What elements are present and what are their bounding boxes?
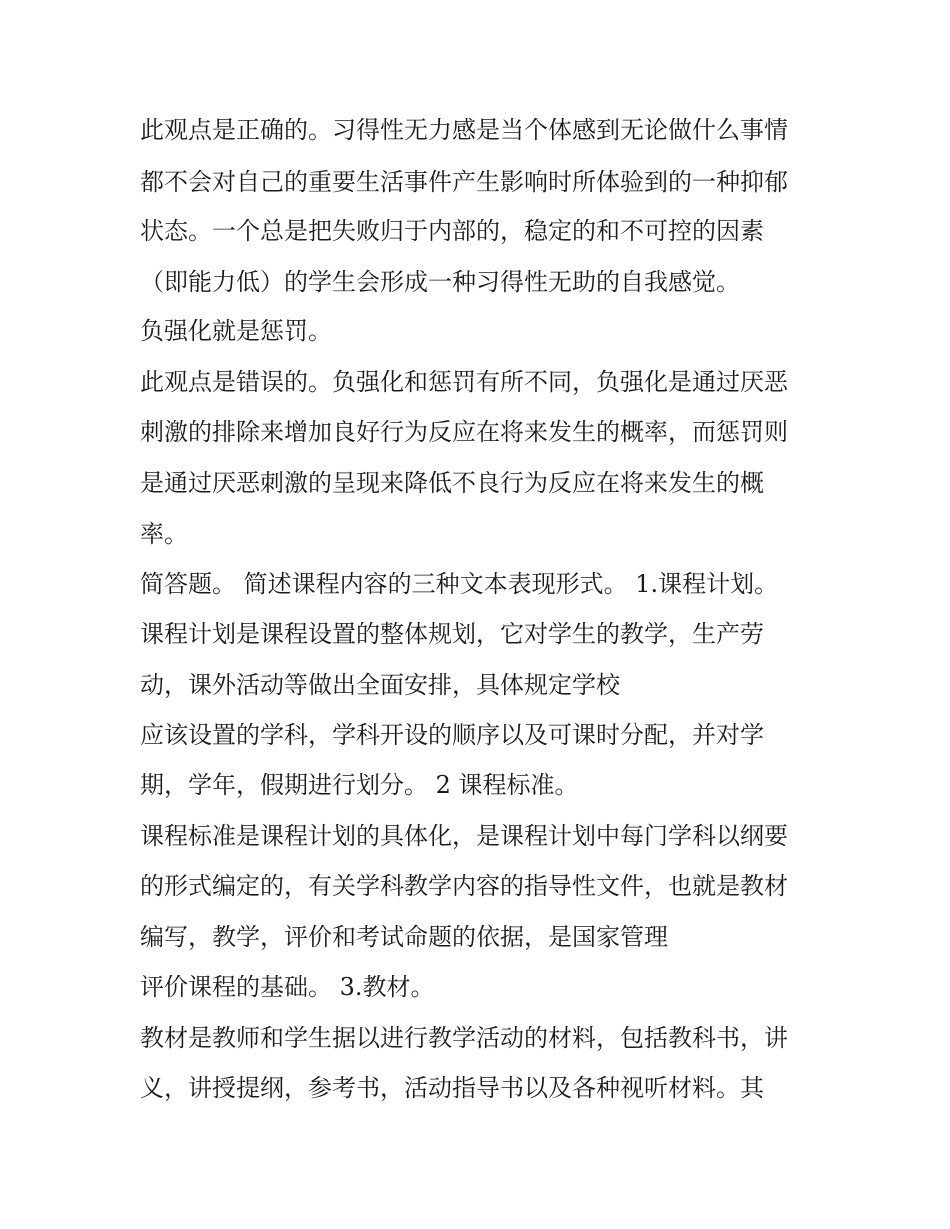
text-line: 课程标准是课程计划的具体化，是课程计划中每门学科以纲要 bbox=[140, 822, 788, 850]
text-line: 课程计划是课程设置的整体规划，它对学生的教学，生产劳 bbox=[140, 620, 764, 648]
text-line: 的形式编定的，有关学科教学内容的指导性文件，也就是教材 bbox=[140, 872, 788, 900]
text-line: 刺激的排除来增加良好行为反应在将来发生的概率，而惩罚则 bbox=[140, 418, 788, 446]
text-line: 负强化就是惩罚。 bbox=[140, 317, 332, 345]
text-line: 应该设置的学科，学科开设的顺序以及可课时分配，并对学 bbox=[140, 721, 764, 749]
text-line: 都不会对自己的重要生活事件产生影响时所体验到的一种抑郁 bbox=[140, 168, 788, 196]
text-line: （即能力低）的学生会形成一种习得性无助的自我感觉。 bbox=[140, 268, 740, 296]
text-line: 简答题。 简述课程内容的三种文本表现形式。 1.课程计划。 bbox=[140, 570, 779, 598]
text-line: 评价课程的基础。 3.教材。 bbox=[140, 973, 435, 1001]
text-line: 状态。一个总是把失败归于内部的，稳定的和不可控的因素 bbox=[140, 217, 764, 245]
text-line: 教材是教师和学生据以进行教学活动的材料，包括教科书，讲 bbox=[140, 1024, 788, 1052]
text-line: 此观点是错误的。负强化和惩罚有所不同，负强化是通过厌恶 bbox=[140, 368, 788, 396]
text-line: 此观点是正确的。习得性无力感是当个体感到无论做什么事情 bbox=[140, 116, 788, 144]
text-line: 是通过厌恶刺激的呈现来降低不良行为反应在将来发生的概 bbox=[140, 469, 764, 497]
text-line: 期，学年，假期进行划分。 2 课程标准。 bbox=[140, 771, 579, 799]
text-line: 编写，教学，评价和考试命题的依据，是国家管理 bbox=[140, 923, 668, 951]
text-line: 义，讲授提纲，参考书，活动指导书以及各种视听材料。其 bbox=[140, 1074, 764, 1102]
text-line: 率。 bbox=[140, 520, 188, 548]
text-line: 动，课外活动等做出全面安排，具体规定学校 bbox=[140, 671, 620, 699]
